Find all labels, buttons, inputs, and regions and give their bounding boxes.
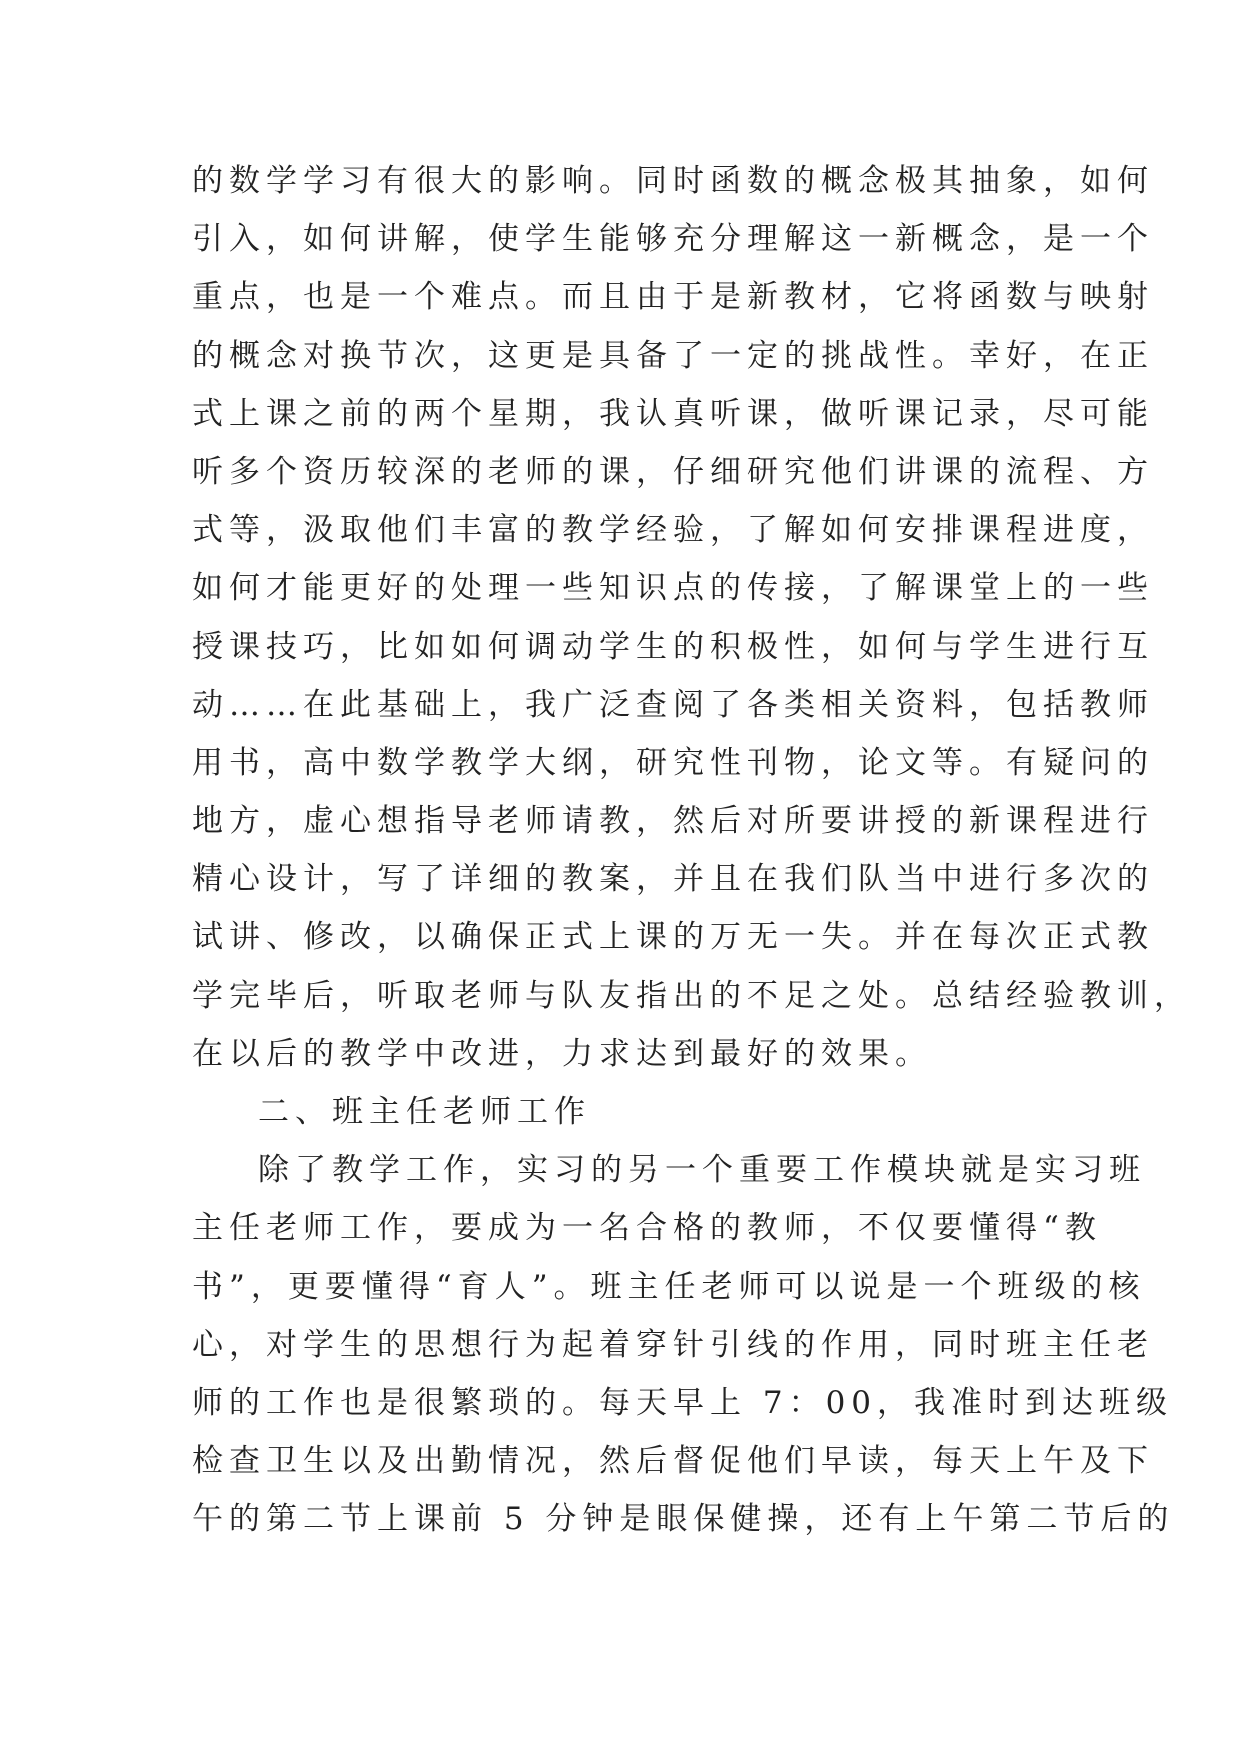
text-line: 式等，汲取他们丰富的教学经验，了解如何安排课程进度，	[192, 512, 1154, 549]
text-line: 动……在此基础上，我广泛查阅了各类相关资料，包括教师	[192, 686, 1154, 723]
text-line: 引入，如何讲解，使学生能够充分理解这一新概念，是一个	[192, 221, 1154, 258]
text-line: 试讲、修改，以确保正式上课的万无一失。并在每次正式教	[192, 919, 1154, 956]
text-line: 如何才能更好的处理一些知识点的传接，了解课堂上的一些	[192, 570, 1154, 607]
text-line: 式上课之前的两个星期，我认真听课，做听课记录，尽可能	[192, 395, 1154, 432]
text-line: 在以后的教学中改进，力求达到最好的效果。	[192, 1035, 932, 1072]
text-line: 检查卫生以及出勤情况，然后督促他们早读，每天上午及下	[192, 1443, 1154, 1480]
text-line: 重点，也是一个难点。而且由于是新教材，它将函数与映射	[192, 279, 1154, 316]
text-line: 学完毕后，听取老师与队友指出的不足之处。总结经验教训，	[192, 977, 1191, 1014]
text-line: 授课技巧，比如如何调动学生的积极性，如何与学生进行互	[192, 628, 1154, 665]
text-line: 午的第二节上课前 5 分钟是眼保健操，还有上午第二节后的	[192, 1501, 1175, 1538]
text-line: 用书，高中数学教学大纲，研究性刊物，论文等。有疑问的	[192, 744, 1154, 781]
text-line: 地方，虚心想指导老师请教，然后对所要讲授的新课程进行	[192, 803, 1154, 840]
text-line: 师的工作也是很繁琐的。每天早上 7：00，我准时到达班级	[192, 1384, 1174, 1421]
text-line: 精心设计，写了详细的教案，并且在我们队当中进行多次的	[192, 861, 1154, 898]
text-line: 的数学学习有很大的影响。同时函数的概念极其抽象，如何	[192, 163, 1154, 199]
text-line: 书”，更要懂得“育人”。班主任老师可以说是一个班级的核	[192, 1268, 1146, 1305]
section-heading: 二、班主任老师工作	[258, 1094, 591, 1130]
text-line: 听多个资历较深的老师的课，仔细研究他们讲课的流程、方	[192, 453, 1154, 490]
text-line: 的概念对换节次，这更是具备了一定的挑战性。幸好，在正	[192, 337, 1154, 374]
body-text	[192, 152, 1191, 1549]
text-line: 心，对学生的思想行为起着穿针引线的作用，同时班主任老	[192, 1326, 1154, 1363]
text-line: 主任老师工作，要成为一名合格的教师，不仅要懂得“教	[192, 1210, 1102, 1247]
paragraph-first-line: 除了教学工作，实习的另一个重要工作模块就是实习班	[258, 1152, 1146, 1189]
